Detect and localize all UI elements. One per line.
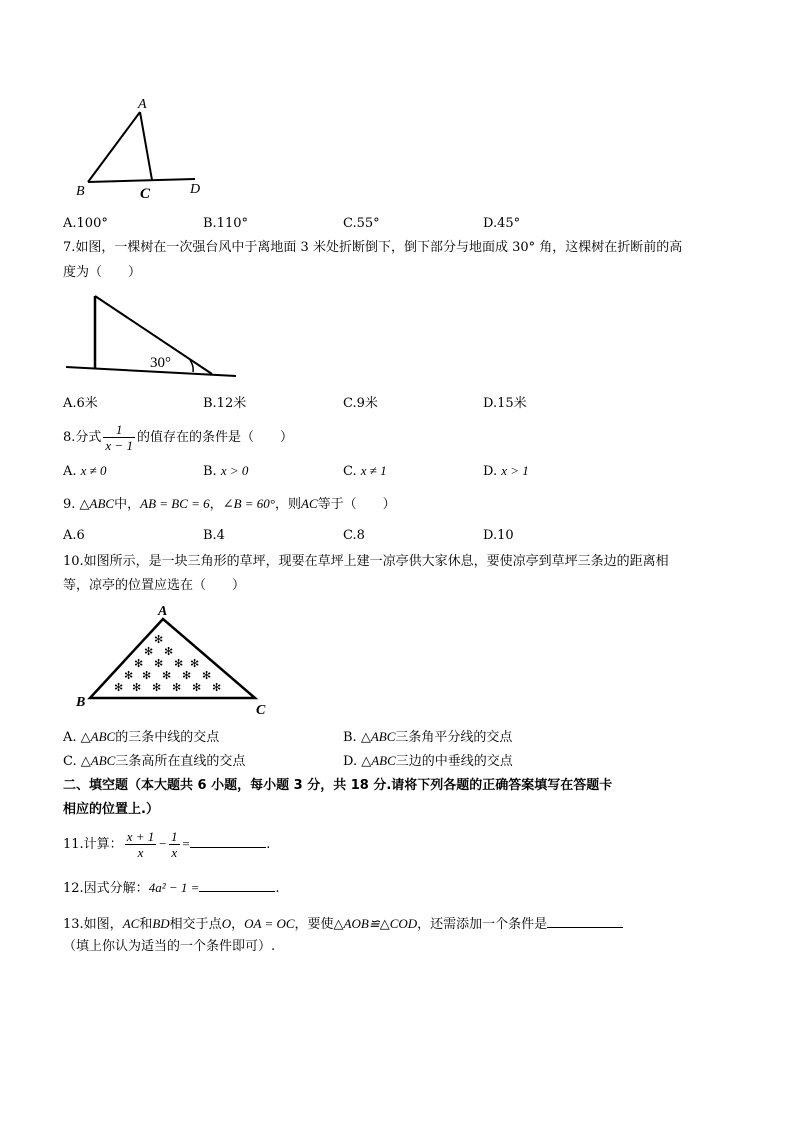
svg-text:✻: ✻ [134,658,144,670]
q6-option-b: B.110° [203,216,248,231]
q9-option-a: A.6 [63,528,85,543]
q8-stem [63,420,293,456]
fig1-label-a: A [138,97,147,112]
q7-stem-line1: 7.如图，一棵树在一次强台风中于离地面 3 米处折断倒下，倒下部分与地面成 30° 角，这棵树在折断前的高 [63,240,683,255]
svg-text:✻: ✻ [164,646,174,658]
q7-option-d: D.15米 [483,396,527,411]
q7-option-c: C.9米 [343,396,378,411]
q8-suffix: 的值存在的条件是（ ） [136,430,293,445]
q11-frac1: $\frac{x + 1}{x}$ [126,829,155,860]
svg-text:✻: ✻ [124,670,134,682]
q6-option-a: A.100° [63,216,108,231]
q9-eq1: AB = BC = 6 [140,496,210,511]
triangle-figure-abcd [60,92,220,204]
q8-option-b: B. x > 0 [203,463,249,479]
fig3-label-b: B [76,695,86,710]
q8-frac-num: 1 [103,422,135,438]
q7-option-b: B.12米 [203,396,247,411]
q8-prefix: 8.分式 [63,430,102,445]
q8-option-d: D. x > 1 [483,463,529,479]
svg-text:✻: ✻ [154,634,164,646]
q12-answer-blank[interactable] [199,877,275,892]
q13-answer-blank[interactable] [547,913,623,928]
q11-frac2: $\frac{1}{x}$ [171,829,178,860]
fig1-label-c: C [140,186,151,202]
q10-stem-line2: 等，凉亭的位置应选在（ ） [63,578,246,593]
q9-ac: AC [301,496,318,511]
q9-stem: 9. △ABC中，AB = BC = 6，∠B = 60°，则AC等于（ ） [63,496,396,512]
svg-text:✻: ✻ [152,682,162,694]
svg-text:✻: ✻ [212,682,222,694]
q10-stem-line1: 10.如图所示，是一块三角形的草坪，现要在草坪上建一凉亭供大家休息，要使凉亭到草坪三条边的距离相 [63,554,669,569]
q12-expr: 4a² − 1 = [148,880,200,895]
q9-triangle: △ABC [79,496,115,511]
grass-pattern [114,634,221,694]
svg-text:✻: ✻ [190,658,200,670]
q7-option-a: A.6米 [63,396,98,411]
q6-option-d: D.45° [483,216,521,231]
q10-option-d: D. △ABC三边的中垂线的交点 [343,753,513,769]
fig1-label-d: D [190,182,201,197]
svg-text:✻: ✻ [182,670,192,682]
fig1-label-b: B [76,184,85,199]
tree-broken-figure [62,292,242,382]
q7-stem-line2: 度为（ ） [63,265,142,280]
q11-answer-blank[interactable] [190,833,266,848]
q13-stem-line2: （填上你认为适当的一个条件即可）. [63,939,276,954]
svg-text:✻: ✻ [192,682,202,694]
svg-text:✻: ✻ [142,670,152,682]
svg-text:✻: ✻ [132,682,142,694]
q11-stem: 11.计算： $\frac{x + 1}{x}$ − $\frac{1}{x}$ = . [63,829,271,860]
svg-text:✻: ✻ [202,670,212,682]
q8-option-a: A. x ≠ 0 [63,463,107,479]
q13-stem-line1: 13.如图，AC和BD相交于点O，OA = OC，要使△AOB≌△COD，还需添加一个条件是 [63,913,623,934]
q12-stem: 12.因式分解：4a² − 1 = . [63,877,280,898]
q9-option-b: B.4 [203,528,225,543]
section2-heading-line1: 二、填空题（本大题共 6 小题，每小题 3 分，共 18 分.请将下列各题的正确答案填写在答题卡 [63,778,613,793]
q10-option-c: C. △ABC三条高所在直线的交点 [63,753,246,769]
q9-option-d: D.10 [483,528,514,543]
svg-text:✻: ✻ [174,658,184,670]
section2-heading-line2: 相应的位置上.） [63,802,159,817]
q10-option-b: B. △ABC三条角平分线的交点 [343,729,513,745]
fig3-label-a: A [158,604,168,619]
q13-congruence: △AOB≌△COD [333,916,418,931]
svg-text:✻: ✻ [144,646,154,658]
svg-text:✻: ✻ [154,658,164,670]
q8-option-c: C. x ≠ 1 [343,463,387,479]
angle-label: 30° [150,355,171,371]
svg-text:✻: ✻ [162,670,172,682]
fig3-label-c: C [256,703,266,718]
svg-text:✻: ✻ [114,682,124,694]
q8-fraction [103,422,135,453]
q9-option-c: C.8 [343,528,365,543]
lawn-triangle-figure [70,603,270,721]
q8-frac-den: x − 1 [105,438,133,453]
svg-text:✻: ✻ [172,682,182,694]
q9-eq2: ∠B = 60° [222,496,275,511]
q10-option-a: A. △ABC的三条中线的交点 [63,729,220,745]
q6-option-c: C.55° [343,216,380,231]
